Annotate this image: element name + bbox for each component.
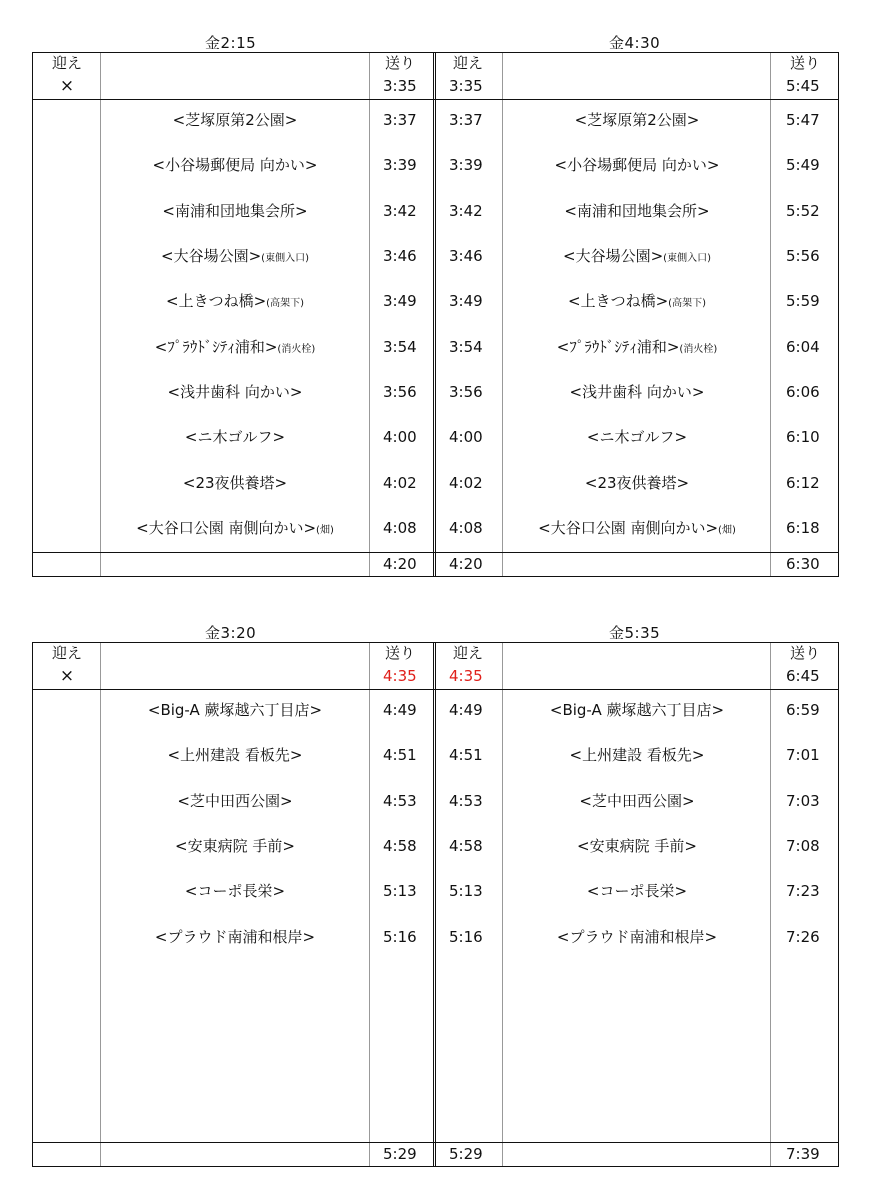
- stop-time-right-pickup: 5:16: [449, 928, 483, 946]
- stop-name: <芝中田西公園>: [579, 792, 695, 810]
- end-time-right-pickup: 5:29: [449, 1145, 483, 1163]
- stop-name: <プラウド南浦和根岸>: [154, 928, 316, 946]
- stop-time-right-dropoff: 7:01: [786, 746, 820, 764]
- stop-time-right-pickup: 4:51: [449, 746, 483, 764]
- stop-name: <ﾌﾟﾗｳﾄﾞｼﾃｨ浦和>(消火栓): [556, 338, 718, 356]
- double-divider: [433, 53, 436, 576]
- stop-time-left: 4:51: [383, 746, 417, 764]
- pickup-label: 迎え: [452, 54, 484, 72]
- stop-time-right-pickup: 4:08: [449, 519, 483, 537]
- schedule-table-1: [32, 52, 839, 577]
- stop-name: <安東病院 手前>: [175, 837, 295, 855]
- stop-time-left: 3:37: [383, 111, 417, 129]
- end-time-right-pickup: 4:20: [449, 555, 483, 573]
- stop-name: <23夜供養塔>: [182, 474, 288, 492]
- stop-time-right-pickup: 3:49: [449, 292, 483, 310]
- stop-time-right-pickup: 4:53: [449, 792, 483, 810]
- header-separator: [33, 689, 838, 690]
- schedule-title-left-1: 金2:15: [205, 34, 257, 52]
- start-time-right-dropoff: 5:45: [786, 77, 820, 95]
- start-time-left: 3:35: [383, 77, 417, 95]
- start-time-right-pickup: 3:35: [449, 77, 483, 95]
- stop-time-right-dropoff: 5:47: [786, 111, 820, 129]
- stop-name: <大谷口公園 南側向かい>(畑): [538, 519, 736, 537]
- stop-name: <上州建設 看板先>: [167, 746, 303, 764]
- stop-name: <小谷場郵便局 向かい>: [554, 156, 720, 174]
- pickup-label: 迎え: [452, 644, 484, 662]
- stop-time-right-dropoff: 7:23: [786, 882, 820, 900]
- stop-name: <ニ木ゴルフ>: [184, 428, 286, 446]
- stop-name: <プラウド南浦和根岸>: [556, 928, 718, 946]
- schedule-title-right-1: 金4:30: [609, 34, 661, 52]
- stop-time-right-dropoff: 6:12: [786, 474, 820, 492]
- stop-time-right-dropoff: 6:59: [786, 701, 820, 719]
- stop-time-right-pickup: 3:56: [449, 383, 483, 401]
- column-divider: [369, 643, 370, 1166]
- stop-time-left: 3:39: [383, 156, 417, 174]
- stop-name: <南浦和団地集会所>: [162, 202, 308, 220]
- stop-time-right-pickup: 4:00: [449, 428, 483, 446]
- column-divider: [100, 643, 101, 1166]
- column-divider: [770, 53, 771, 576]
- stop-time-left: 5:13: [383, 882, 417, 900]
- stop-name: <芝塚原第2公園>: [574, 111, 700, 129]
- stop-time-right-pickup: 3:42: [449, 202, 483, 220]
- stop-name: <芝塚原第2公園>: [172, 111, 298, 129]
- end-time-left: 5:29: [383, 1145, 417, 1163]
- column-divider: [502, 53, 503, 576]
- stop-time-right-pickup: 3:46: [449, 247, 483, 265]
- stop-time-right-pickup: 4:02: [449, 474, 483, 492]
- stop-name: <大谷場公園>(東側入口): [563, 247, 711, 265]
- stop-time-right-dropoff: 7:03: [786, 792, 820, 810]
- column-divider: [369, 53, 370, 576]
- pickup-label: 迎え: [51, 644, 83, 662]
- stop-time-right-dropoff: 5:52: [786, 202, 820, 220]
- stop-name: <上きつね橋>(高架下): [166, 292, 304, 310]
- stop-name: <安東病院 手前>: [577, 837, 697, 855]
- stop-time-left: 3:42: [383, 202, 417, 220]
- stop-name: <上きつね橋>(高架下): [568, 292, 706, 310]
- stop-name: <ﾌﾟﾗｳﾄﾞｼﾃｨ浦和>(消火栓): [154, 338, 316, 356]
- schedule-table-2: [32, 642, 839, 1167]
- start-time-right-pickup: 4:35: [449, 667, 483, 685]
- stop-time-left: 4:53: [383, 792, 417, 810]
- stop-time-left: 3:49: [383, 292, 417, 310]
- stop-name: <コーポ長栄>: [586, 882, 688, 900]
- stop-name: <上州建設 看板先>: [569, 746, 705, 764]
- stop-time-left: 3:54: [383, 338, 417, 356]
- dropoff-label: 送り: [790, 644, 821, 662]
- stop-time-right-pickup: 4:49: [449, 701, 483, 719]
- start-time-right-dropoff: 6:45: [786, 667, 820, 685]
- cross-mark: ×: [59, 76, 75, 96]
- stop-time-right-dropoff: 6:10: [786, 428, 820, 446]
- stop-time-right-pickup: 3:54: [449, 338, 483, 356]
- stop-time-right-dropoff: 6:06: [786, 383, 820, 401]
- end-time-left: 4:20: [383, 555, 417, 573]
- stop-name: <大谷口公園 南側向かい>(畑): [136, 519, 334, 537]
- start-time-left: 4:35: [383, 667, 417, 685]
- stop-time-right-dropoff: 5:59: [786, 292, 820, 310]
- stop-time-right-dropoff: 6:18: [786, 519, 820, 537]
- stop-name: <大谷場公園>(東側入口): [161, 247, 309, 265]
- stop-time-right-pickup: 5:13: [449, 882, 483, 900]
- stop-time-left: 3:46: [383, 247, 417, 265]
- stop-name: <浅井歯科 向かい>: [167, 383, 303, 401]
- header-separator: [33, 99, 838, 100]
- column-divider: [770, 643, 771, 1166]
- dropoff-label: 送り: [385, 644, 416, 662]
- stop-time-right-dropoff: 7:08: [786, 837, 820, 855]
- stop-name: <ニ木ゴルフ>: [586, 428, 688, 446]
- footer-separator: [33, 1142, 838, 1143]
- stop-time-left: 4:49: [383, 701, 417, 719]
- end-time-right-dropoff: 6:30: [786, 555, 820, 573]
- stop-name: <Big-A 蕨塚越六丁目店>: [147, 701, 323, 719]
- schedule-title-left-2: 金3:20: [205, 624, 257, 642]
- stop-name: <南浦和団地集会所>: [564, 202, 710, 220]
- stop-name: <小谷場郵便局 向かい>: [152, 156, 318, 174]
- stop-time-left: 4:58: [383, 837, 417, 855]
- stop-name: <コーポ長栄>: [184, 882, 286, 900]
- stop-time-left: 5:16: [383, 928, 417, 946]
- stop-name: <Big-A 蕨塚越六丁目店>: [549, 701, 725, 719]
- pickup-label: 迎え: [51, 54, 83, 72]
- stop-time-right-dropoff: 6:04: [786, 338, 820, 356]
- stop-time-right-pickup: 4:58: [449, 837, 483, 855]
- stop-time-left: 4:02: [383, 474, 417, 492]
- double-divider: [433, 643, 436, 1166]
- stop-time-left: 4:08: [383, 519, 417, 537]
- column-divider: [100, 53, 101, 576]
- schedule-title-right-2: 金5:35: [609, 624, 661, 642]
- stop-name: <芝中田西公園>: [177, 792, 293, 810]
- dropoff-label: 送り: [385, 54, 416, 72]
- stop-time-right-dropoff: 5:56: [786, 247, 820, 265]
- stop-time-right-pickup: 3:37: [449, 111, 483, 129]
- dropoff-label: 送り: [790, 54, 821, 72]
- stop-time-right-pickup: 3:39: [449, 156, 483, 174]
- end-time-right-dropoff: 7:39: [786, 1145, 820, 1163]
- stop-name: <23夜供養塔>: [584, 474, 690, 492]
- footer-separator: [33, 552, 838, 553]
- stop-time-left: 3:56: [383, 383, 417, 401]
- stop-time-right-dropoff: 5:49: [786, 156, 820, 174]
- column-divider: [502, 643, 503, 1166]
- stop-time-left: 4:00: [383, 428, 417, 446]
- stop-time-right-dropoff: 7:26: [786, 928, 820, 946]
- cross-mark: ×: [59, 666, 75, 686]
- stop-name: <浅井歯科 向かい>: [569, 383, 705, 401]
